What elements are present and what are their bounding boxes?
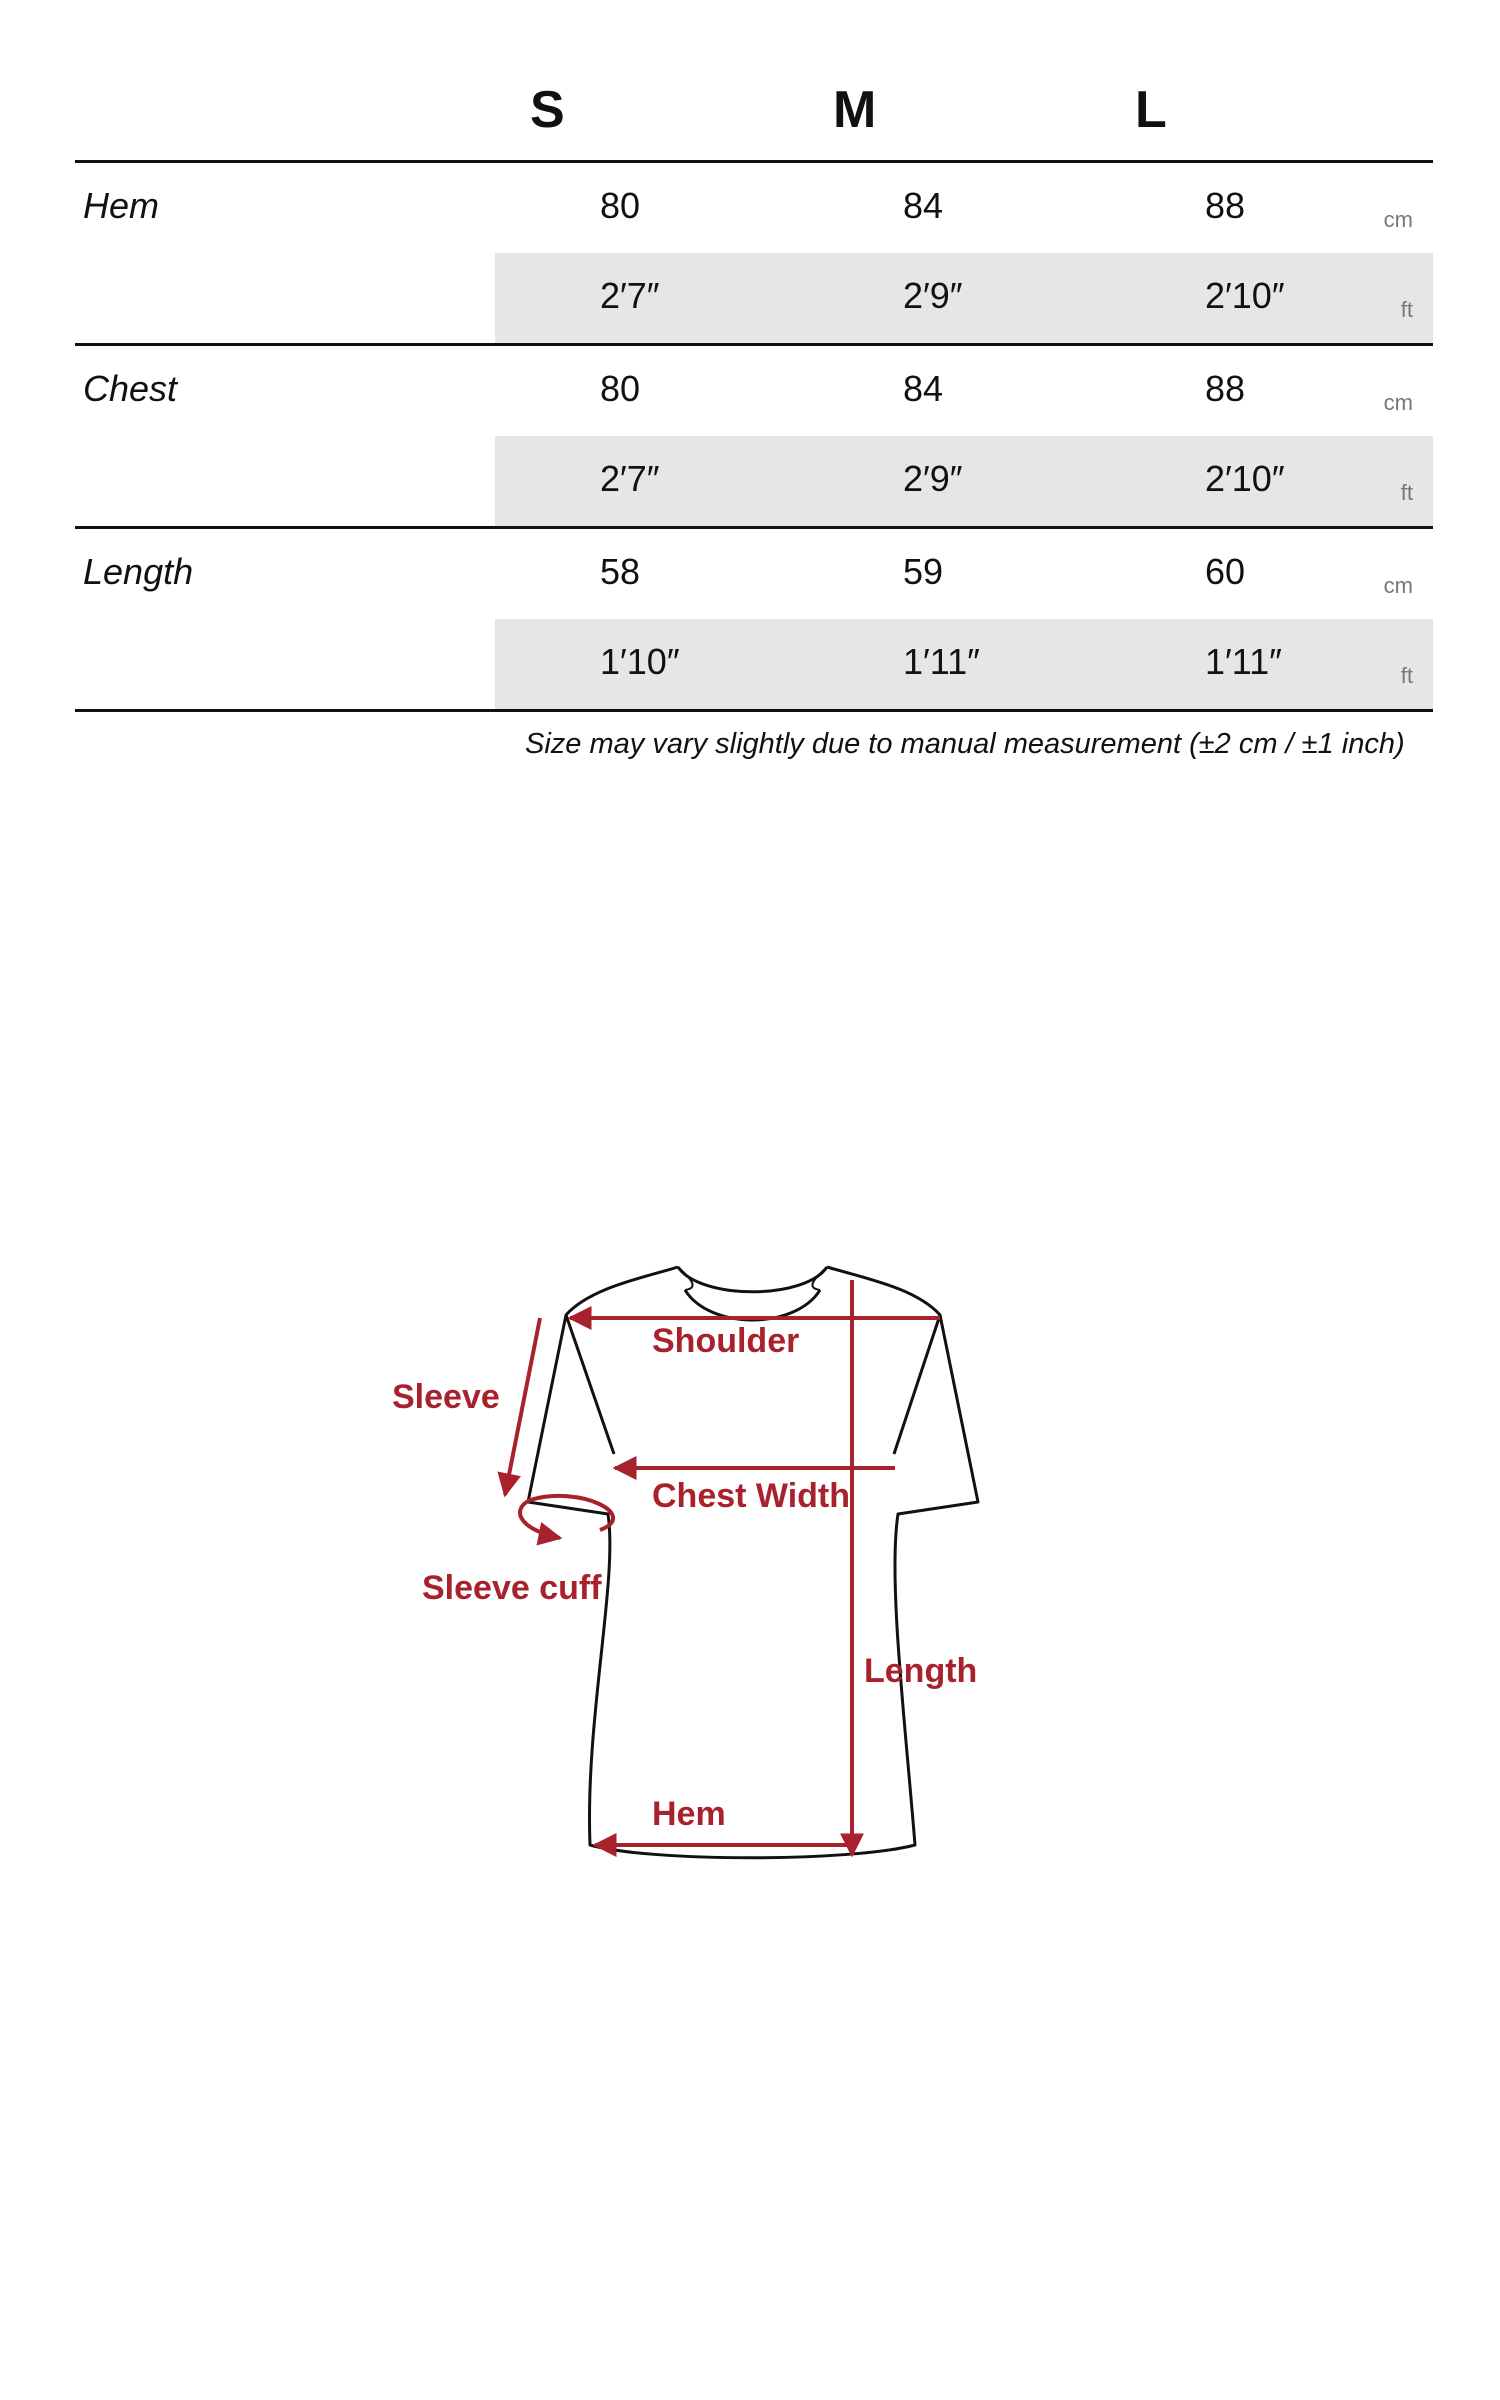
unit-label: ft xyxy=(1400,480,1413,505)
value-cell: 2′7″ xyxy=(600,458,660,499)
measurement-note: Size may vary slightly due to manual measurement (±2 cm / ±1 inch) xyxy=(525,728,1405,760)
unit-label: ft xyxy=(1400,663,1413,688)
tshirt-right-armhole xyxy=(894,1315,940,1454)
ft-row xyxy=(495,253,1433,343)
value-cell: 84 xyxy=(903,185,944,226)
size-header-row xyxy=(75,70,1433,163)
value-cell: 88 xyxy=(1205,368,1246,409)
sleeve-cuff-label: Sleeve cuff xyxy=(422,1569,602,1607)
tshirt-collar xyxy=(685,1290,820,1320)
value-cell: 2′10″ xyxy=(1205,275,1285,316)
tshirt-measurement-diagram xyxy=(0,1200,1500,1900)
measure-name: Length xyxy=(83,551,194,592)
value-cell: 60 xyxy=(1205,551,1246,592)
value-cell: 59 xyxy=(903,551,944,592)
value-cell: 84 xyxy=(903,368,944,409)
chest-width-label: Chest Width xyxy=(652,1477,851,1515)
unit-label: cm xyxy=(1383,390,1413,415)
measure-name: Hem xyxy=(83,185,160,226)
length-label: Length xyxy=(864,1652,978,1690)
cm-row xyxy=(495,163,1433,255)
value-cell: 88 xyxy=(1205,185,1246,226)
ft-row xyxy=(495,619,1433,709)
size-label-m: M xyxy=(833,81,877,139)
value-cell: 80 xyxy=(600,185,641,226)
measure-group-chest xyxy=(75,346,1433,529)
cm-row xyxy=(495,529,1433,621)
measure-group-hem xyxy=(75,163,1433,346)
value-cell: 2′10″ xyxy=(1205,458,1285,499)
shoulder-label: Shoulder xyxy=(652,1322,800,1360)
value-cell: 2′7″ xyxy=(600,275,660,316)
measure-group-length xyxy=(75,529,1433,712)
cm-row xyxy=(495,346,1433,438)
size-label-s: S xyxy=(530,81,565,139)
measure-name: Chest xyxy=(83,368,178,409)
unit-label: ft xyxy=(1400,297,1413,322)
tshirt-left-armhole xyxy=(566,1315,614,1454)
sleeve-label: Sleeve xyxy=(392,1378,500,1416)
value-cell: 1′10″ xyxy=(600,641,680,682)
hem-label: Hem xyxy=(652,1795,726,1833)
value-cell: 1′11″ xyxy=(1205,641,1282,682)
ft-row xyxy=(495,436,1433,526)
tshirt-outline-icon xyxy=(0,1200,1500,1900)
unit-label: cm xyxy=(1383,207,1413,232)
size-label-l: L xyxy=(1135,81,1167,139)
value-cell: 1′11″ xyxy=(903,641,980,682)
value-cell: 58 xyxy=(600,551,641,592)
unit-label: cm xyxy=(1383,573,1413,598)
value-cell: 2′9″ xyxy=(903,458,963,499)
tshirt-neckline xyxy=(678,1267,827,1292)
tshirt-neck-rim xyxy=(678,1267,827,1290)
value-cell: 80 xyxy=(600,368,641,409)
size-chart-table xyxy=(75,70,1433,712)
value-cell: 2′9″ xyxy=(903,275,963,316)
